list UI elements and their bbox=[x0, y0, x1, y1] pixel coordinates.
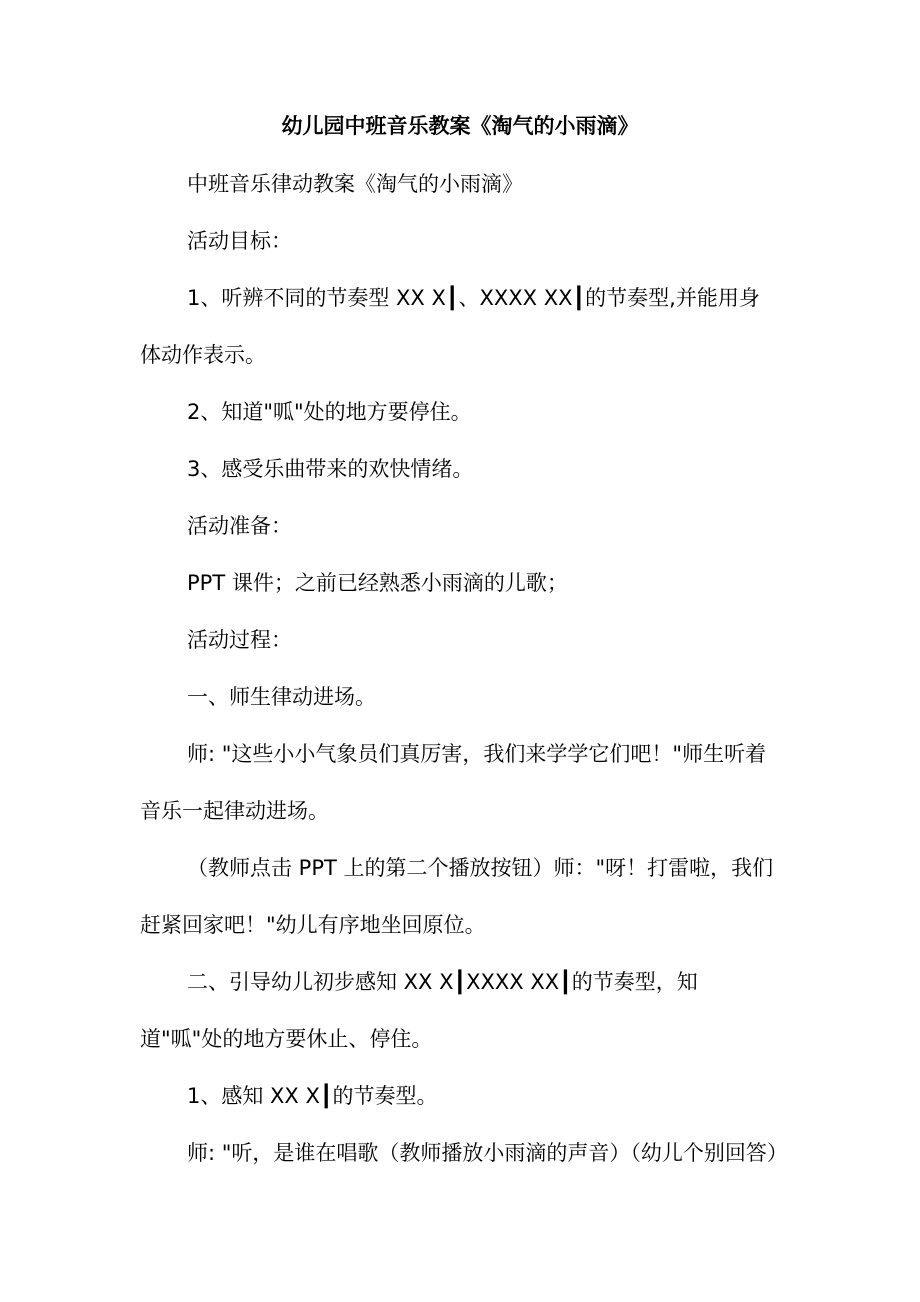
paragraph-step-1: 一、师生律动进场。 bbox=[187, 685, 376, 709]
paragraph-teacher-line-1: 师: "这些小小气象员们真厉害，我们来学学它们吧！"师生听着音乐一起律动进场。 bbox=[140, 742, 767, 823]
document-title: 幼儿园中班音乐教案《淘气的小雨滴》 bbox=[281, 114, 639, 138]
paragraph-goal-1: 1、听辨不同的节奏型 XX X┃、XXXX XX┃的节奏型,并能用身体动作表示。 bbox=[140, 286, 760, 367]
paragraph-prep-content: PPT 课件；之前已经熟悉小雨滴的儿歌； bbox=[187, 571, 568, 595]
paragraph-prep-heading: 活动准备： bbox=[187, 514, 292, 538]
paragraph-process-heading: 活动过程： bbox=[187, 628, 292, 652]
paragraph-step-2: 二、引导幼儿初步感知 XX X┃XXXX XX┃的节奏型，知道"呱"处的地方要休止、停住。 bbox=[140, 970, 698, 1051]
paragraph-teacher-line-2: （教师点击 PPT 上的第二个播放按钮）师："呀！打雷啦，我们赶紧回家吧！"幼儿有序地坐回原位。 bbox=[140, 856, 774, 937]
paragraph-goal-3: 3、感受乐曲带来的欢快情绪。 bbox=[187, 457, 474, 481]
paragraph-goal-2: 2、知道"呱"处的地方要停住。 bbox=[187, 400, 472, 424]
paragraph-step-2-1: 1、感知 XX X┃的节奏型。 bbox=[187, 1084, 438, 1108]
paragraph-subtitle: 中班音乐律动教案《淘气的小雨滴》 bbox=[187, 172, 523, 196]
paragraph-teacher-line-3: 师: "听，是谁在唱歌（教师播放小雨滴的声音）（幼儿个别回答） bbox=[187, 1141, 788, 1165]
paragraph-goals-heading: 活动目标： bbox=[187, 229, 292, 253]
